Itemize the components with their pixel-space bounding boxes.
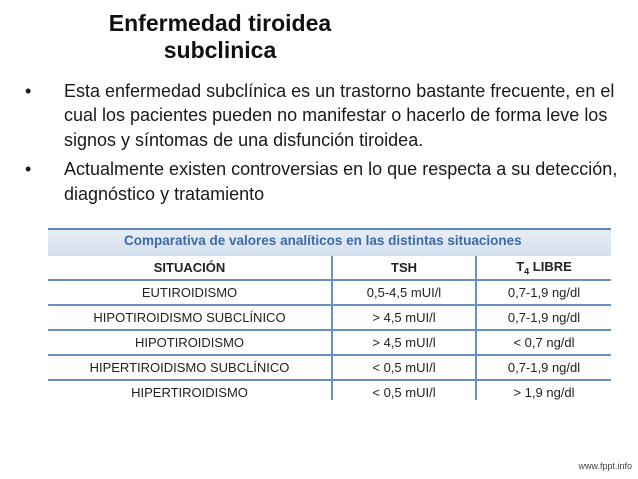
cell-tsh: > 4,5 mUI/l (332, 330, 476, 355)
comparison-table-image (48, 228, 611, 400)
bullet-text: Esta enfermedad subclínica es un trastorno bastante frecuente, en el cual los pacientes pueden no manifestar o hacerlo de forma leve los signos y síntomas de una disfunción tiroidea. (64, 81, 615, 150)
bullet-dot-icon: • (25, 159, 32, 180)
cell-tsh: 0,5-4,5 mUI/l (332, 280, 476, 305)
table-row (48, 330, 611, 355)
cell-tsh: < 0,5 mUI/l (332, 380, 476, 400)
table-row (48, 305, 611, 330)
table-row (48, 355, 611, 380)
header-tsh: TSH (332, 256, 476, 280)
title-line-2: subclinica (163, 37, 277, 63)
bullet-list (22, 79, 622, 211)
cell-t4: 0,7-1,9 ng/dl (476, 355, 611, 380)
slide-title (40, 10, 400, 64)
header-situacion: SITUACIÓN (48, 256, 332, 280)
header-t4-libre: $T_4$ LIBRE (476, 256, 611, 280)
title-line-1: Enfermedad tiroidea (108, 10, 332, 36)
cell-tsh: < 0,5 mUI/l (332, 355, 476, 380)
table-header-row (48, 256, 611, 280)
comparison-table (48, 256, 611, 400)
bullet-dot-icon: • (25, 81, 32, 101)
cell-situacion: HIPERTIROIDISMO (48, 380, 332, 400)
bullet-item (22, 157, 622, 206)
cell-situacion: HIPOTIROIDISMO (48, 330, 332, 355)
table-row (48, 380, 611, 400)
cell-t4: > 1,9 ng/dl (476, 380, 611, 400)
bullet-text: Actualmente existen controversias en lo que respecta a su detección, diagnóstico y tratamiento (64, 159, 618, 204)
cell-tsh: > 4,5 mUI/l (332, 305, 476, 330)
table-caption: Comparativa de valores analíticos en las distintas situaciones (124, 233, 522, 248)
cell-t4: 0,7-1,9 ng/dl (476, 305, 611, 330)
watermark: www.fppt.info (578, 461, 632, 471)
bullet-item (22, 79, 622, 152)
cell-situacion: EUTIROIDISMO (48, 280, 332, 305)
table-caption-bar (48, 228, 611, 256)
table-row (48, 280, 611, 305)
cell-t4: 0,7-1,9 ng/dl (476, 280, 611, 305)
cell-t4: < 0,7 ng/dl (476, 330, 611, 355)
cell-situacion: HIPERTIROIDISMO SUBCLÍNICO (48, 355, 332, 380)
cell-situacion: HIPOTIROIDISMO SUBCLÍNICO (48, 305, 332, 330)
